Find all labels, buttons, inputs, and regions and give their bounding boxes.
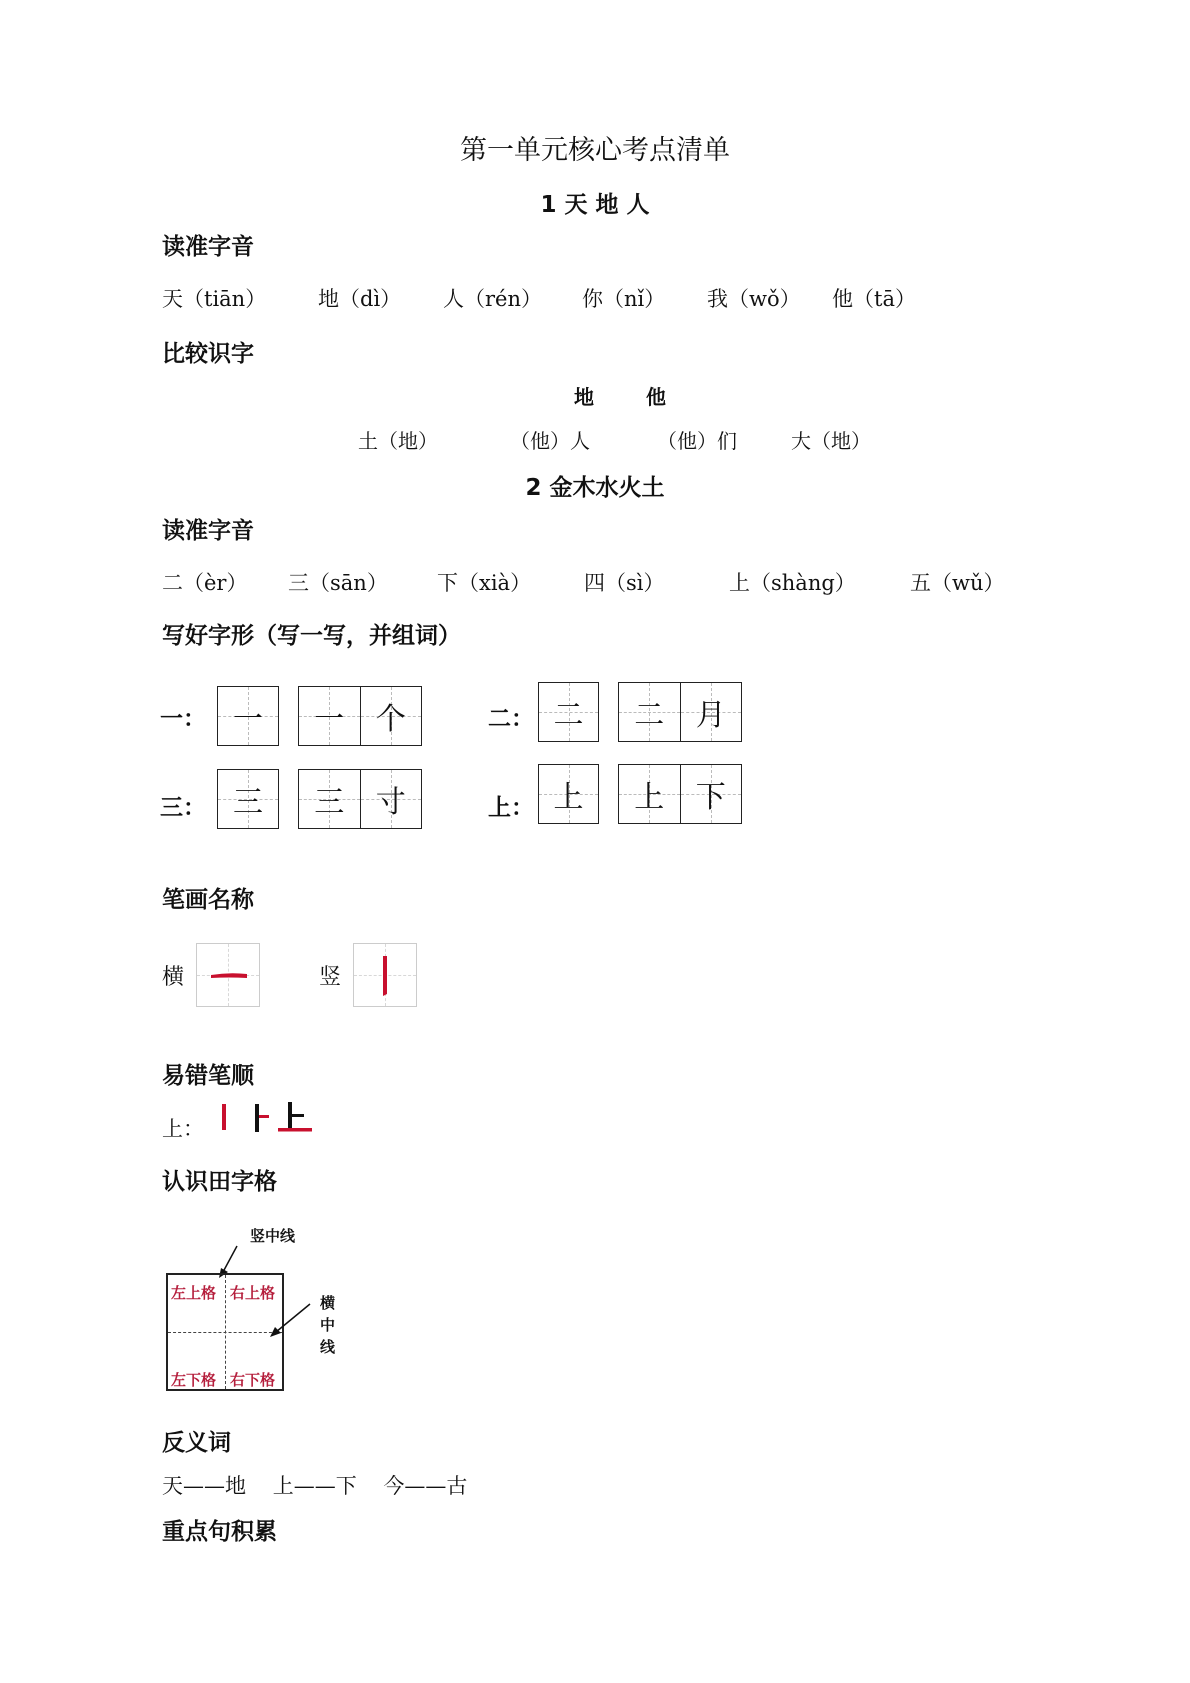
pinyin-item: 二（èr） <box>162 571 248 595</box>
pinyin-item: 地（dì） <box>318 287 402 311</box>
key-sentences-heading: 重点句积累 <box>162 1519 277 1545</box>
quadrant-top-right: 右上格 <box>230 1284 276 1302</box>
horizontal-midline-label: 横 中 线 <box>320 1294 336 1356</box>
grid-char: 月 <box>695 698 726 733</box>
grid-char: 上 <box>634 780 665 815</box>
pinyin-item: 我（wǒ） <box>707 287 801 311</box>
writing-grid-char <box>217 686 279 746</box>
lesson-2-heading: 2 金木水火土 <box>525 475 665 501</box>
pinyin-item: 你（nǐ） <box>582 287 666 311</box>
quadrant-top-left: 左上格 <box>171 1284 217 1302</box>
lesson-1-read-heading: 读准字音 <box>162 234 254 260</box>
stroke-name: 横 <box>162 965 185 990</box>
quadrant-bottom-right: 右下格 <box>230 1371 276 1389</box>
pinyin-item: 人（rén） <box>443 287 542 311</box>
grid-char: 个 <box>375 702 406 737</box>
stroke-box-heng <box>196 943 260 1007</box>
lesson-1-heading: 1 天 地 人 <box>540 192 650 218</box>
pinyin-item: 五（wǔ） <box>910 571 1005 595</box>
writing-grid-word <box>618 764 742 824</box>
page-title: 第一单元核心考点清单 <box>460 135 730 166</box>
grid-char: 三 <box>314 785 345 820</box>
write-label: 二： <box>488 706 534 732</box>
heng-stroke-icon <box>197 944 259 1006</box>
stroke-name: 竖 <box>319 965 342 990</box>
tianzige-grid <box>166 1273 284 1391</box>
grid-char: 二 <box>634 698 665 733</box>
vertical-midline-label: 竖中线 <box>250 1227 296 1245</box>
write-label: 一： <box>160 706 206 732</box>
compare-char: 他 <box>646 385 666 409</box>
writing-grid-word <box>298 686 422 746</box>
compare-word: 土（地） <box>358 429 438 453</box>
grid-char: 二 <box>553 698 584 733</box>
stroke-box-shu <box>353 943 417 1007</box>
writing-grid-word <box>298 769 422 829</box>
pinyin-item: 三（sān） <box>288 571 388 595</box>
writing-grid-word <box>618 682 742 742</box>
writing-grid-char <box>538 764 599 824</box>
grid-char: 一 <box>314 702 345 737</box>
grid-char: 一 <box>233 702 263 737</box>
lesson-2-read-heading: 读准字音 <box>162 518 254 544</box>
pinyin-item: 他（tā） <box>832 287 916 311</box>
compare-word: （他）们 <box>657 429 737 453</box>
stroke-order-label: 上： <box>162 1117 204 1141</box>
tianzige-heading: 认识田字格 <box>162 1169 277 1195</box>
quadrant-bottom-left: 左下格 <box>171 1371 217 1389</box>
pinyin-item: 四（sì） <box>584 571 665 595</box>
antonyms-heading: 反义词 <box>162 1430 231 1456</box>
compare-word: 大（地） <box>791 429 871 453</box>
antonyms-line: 天——地 上——下 今——古 <box>162 1474 468 1498</box>
writing-grid-char <box>217 769 279 829</box>
grid-char: 寸 <box>375 785 406 820</box>
write-label: 三： <box>160 795 206 821</box>
pinyin-item: 上（shàng） <box>729 571 856 595</box>
stroke-order-heading: 易错笔顺 <box>162 1063 254 1089</box>
shu-stroke-icon <box>354 944 416 1006</box>
write-label: 上： <box>488 795 534 821</box>
stroke-order-sequence-icon <box>214 1100 314 1136</box>
compare-char: 地 <box>574 385 594 409</box>
grid-char: 三 <box>233 785 263 820</box>
compare-word: （他）人 <box>510 429 590 453</box>
lesson-2-write-heading: 写好字形（写一写，并组词） <box>162 623 461 649</box>
grid-char: 上 <box>553 780 584 815</box>
pinyin-item: 天（tiān） <box>162 287 267 311</box>
arrow-left-icon <box>268 1300 314 1340</box>
pinyin-item: 下（xià） <box>437 571 532 595</box>
lesson-1-compare-heading: 比较识字 <box>162 341 254 367</box>
grid-char: 下 <box>695 780 726 815</box>
strokes-heading: 笔画名称 <box>162 887 254 913</box>
writing-grid-char <box>538 682 599 742</box>
